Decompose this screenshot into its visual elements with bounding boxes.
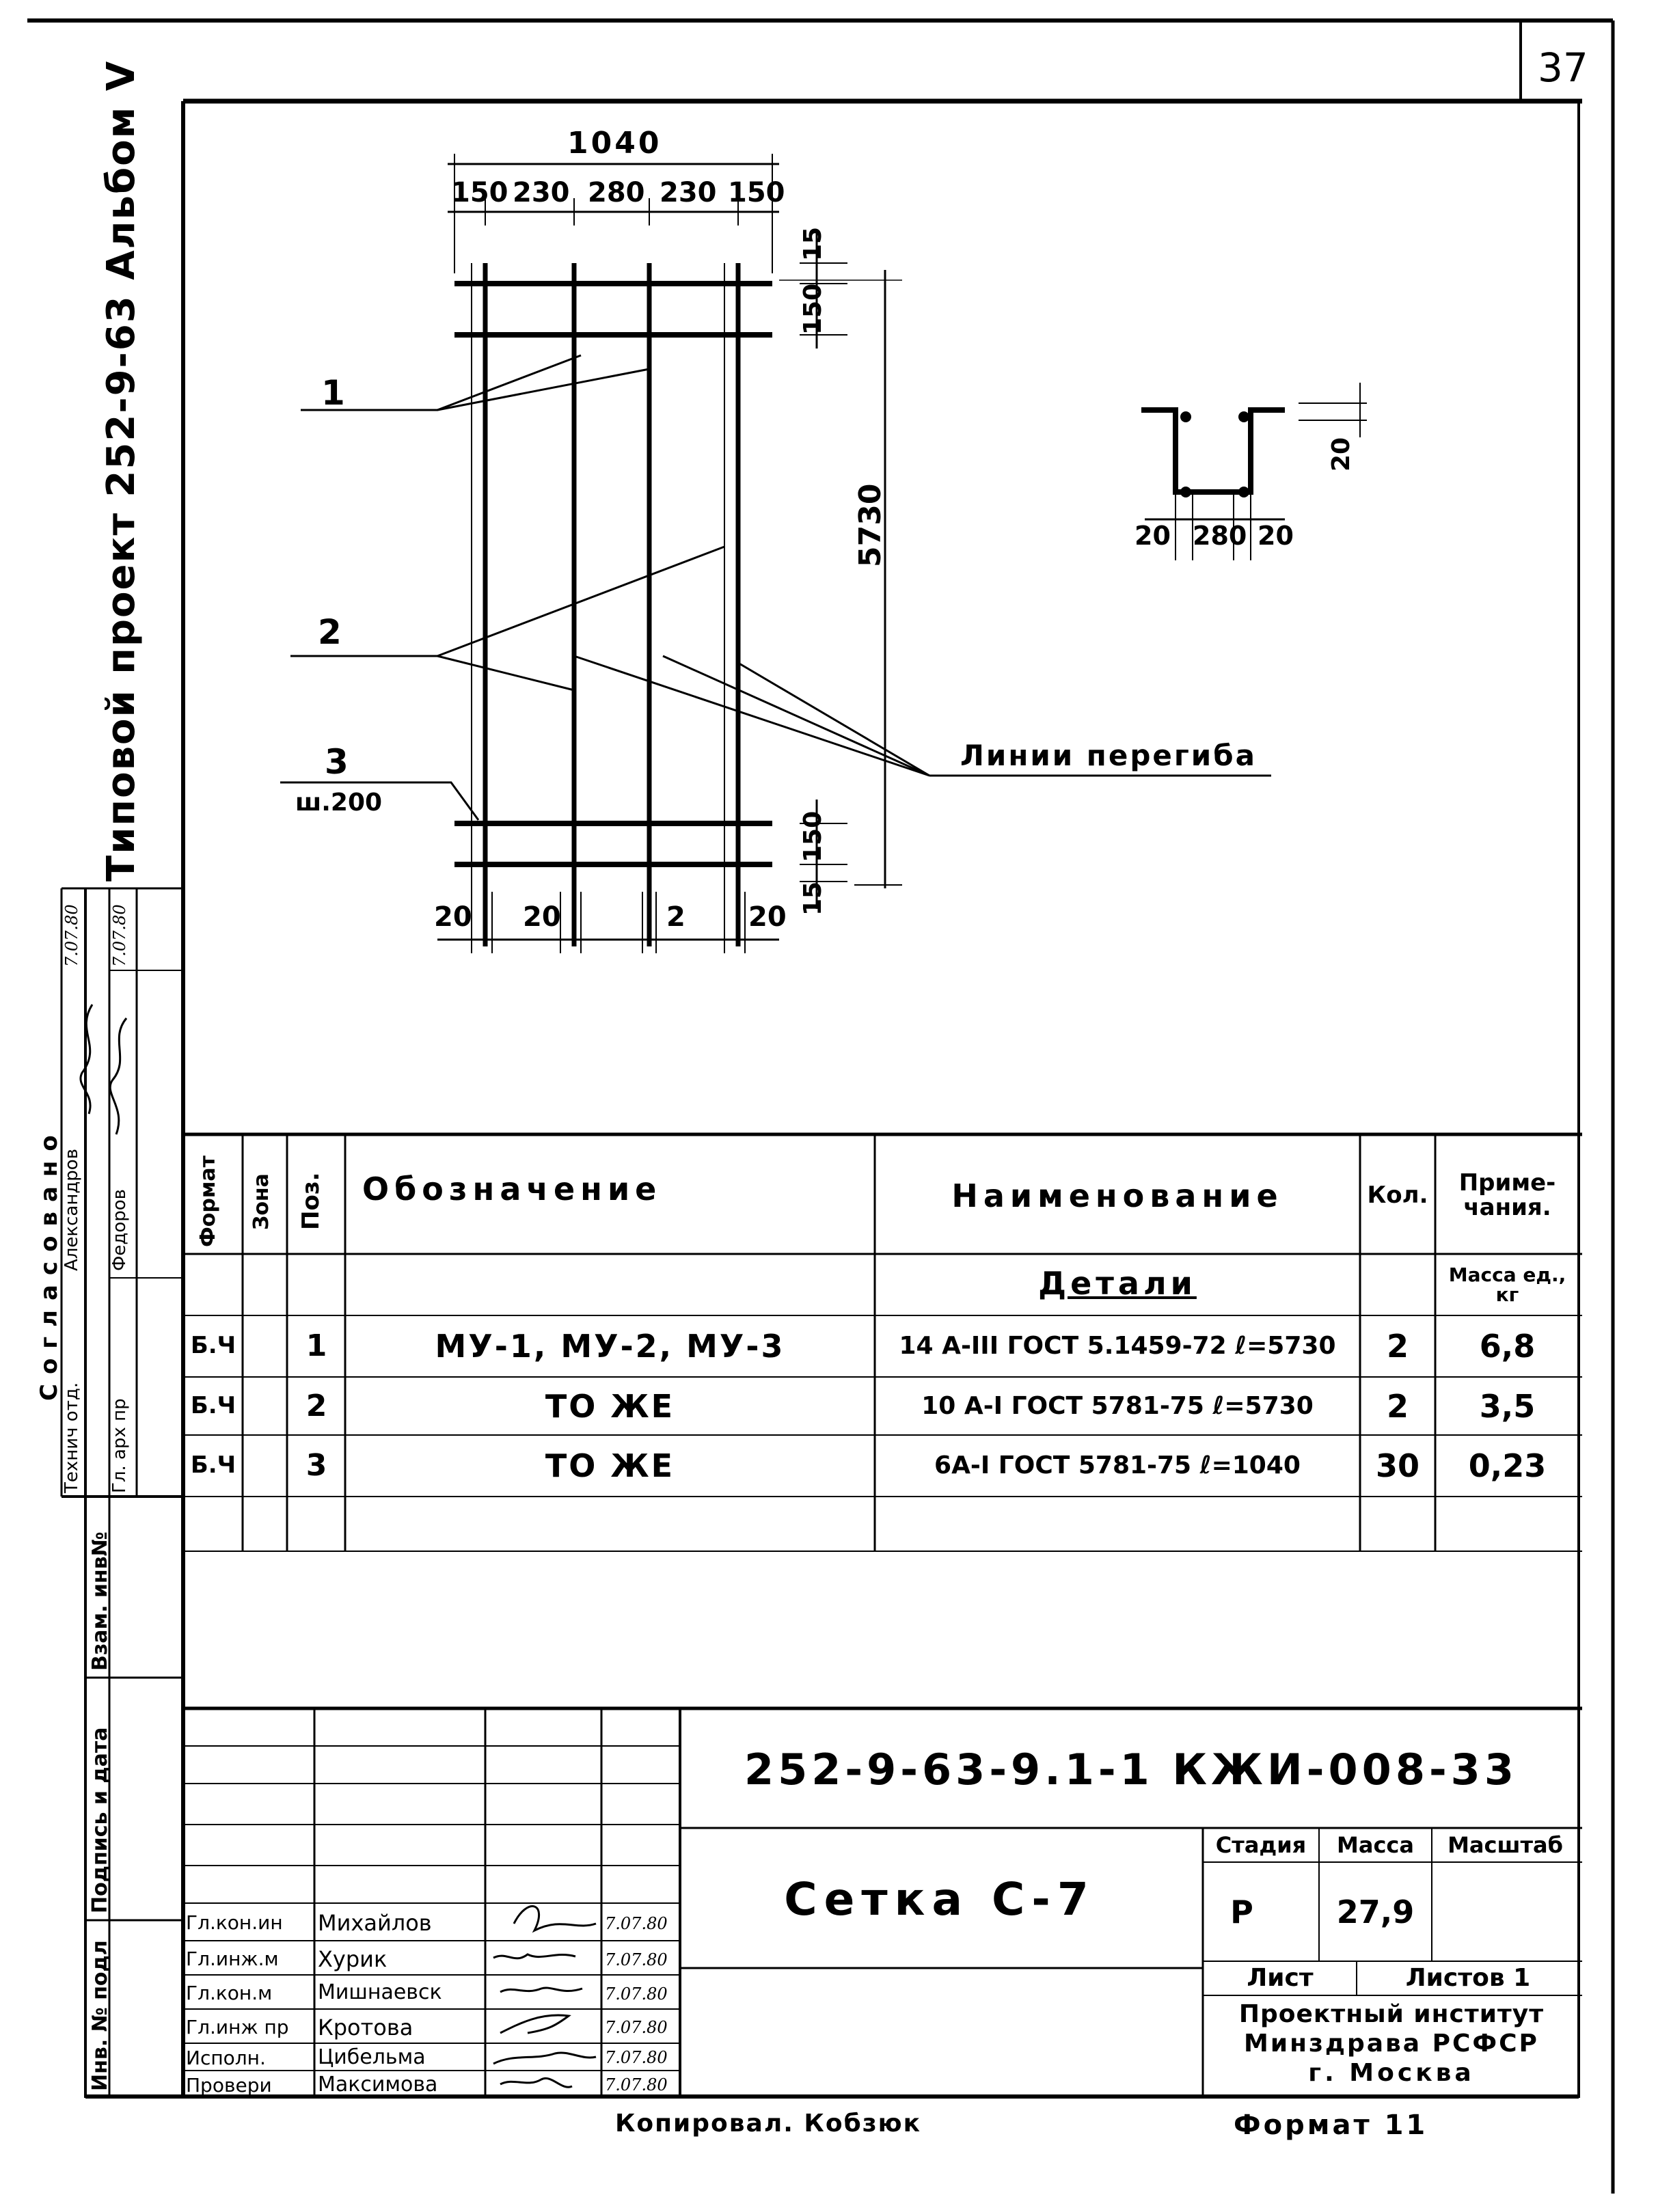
org-line: Проектный институт xyxy=(1238,1999,1545,2028)
scale-label: Масштаб xyxy=(1448,1831,1563,1858)
table-row-format: Б.Ч xyxy=(190,1392,236,1420)
staff-role: Гл.кон.м xyxy=(186,1982,273,2004)
note-subheader: Масса ед., кг xyxy=(1448,1263,1566,1306)
header-zone: Зона xyxy=(249,1173,273,1230)
staff-date: 7.07.80 xyxy=(605,2048,668,2067)
document-code: 252-9-63-9.1-1 КЖИ-008-33 xyxy=(744,1745,1518,1795)
approval-date: 7.07.80 xyxy=(62,904,81,967)
table-row-qty: 2 xyxy=(1386,1327,1409,1365)
dim-right: 15 xyxy=(799,226,827,261)
callout-2: 2 xyxy=(318,612,342,652)
dim-bottom: 2 xyxy=(666,901,685,933)
staff-date: 7.07.80 xyxy=(605,1950,668,1969)
dim-seg: 150 xyxy=(451,177,508,208)
table-row-qty: 2 xyxy=(1386,1387,1409,1425)
callout-1: 1 xyxy=(321,373,345,413)
table-row-designation: ТО ЖЕ xyxy=(545,1447,675,1484)
dim-bottom: 20 xyxy=(748,901,787,933)
table-row-designation: МУ-1, МУ-2, МУ-3 xyxy=(435,1327,785,1365)
staff-role: Гл.инж.м xyxy=(186,1948,279,1970)
copied-by: Копировал. Кобзюк xyxy=(615,2109,922,2138)
table-row-name: 10 А-I ГОСТ 5781-75 ℓ=5730 xyxy=(921,1392,1314,1421)
dim-right: 150 xyxy=(799,283,827,335)
callout-3-sub: ш.200 xyxy=(295,789,383,817)
mass-label: Масса xyxy=(1337,1831,1414,1858)
staff-name: Мишнаевск xyxy=(318,1980,442,2004)
table-row-designation: ТО ЖЕ xyxy=(545,1387,675,1425)
header-name: Наименование xyxy=(951,1177,1283,1214)
dim-seg: 280 xyxy=(588,177,645,208)
project-title: Типовой проект 252-9-63 Альбом V xyxy=(99,59,144,882)
table-row-name: 14 А-III ГОСТ 5.1459-72 ℓ=5730 xyxy=(899,1332,1336,1361)
staff-date: 7.07.80 xyxy=(605,1914,668,1933)
staff-name: Кротова xyxy=(318,2015,413,2040)
table-row-note: 3,5 xyxy=(1479,1387,1536,1425)
stamp-signature-date: Подпись и дата xyxy=(88,1727,112,1913)
drawing-title: Сетка С-7 xyxy=(784,1873,1096,1926)
org-line: г. Москва xyxy=(1308,2058,1475,2087)
stamp-substitute-inv: Взам. инв№ xyxy=(88,1531,112,1671)
header-note: Приме-чания. xyxy=(1458,1169,1556,1221)
stage-value: Р xyxy=(1230,1893,1253,1930)
table-row-format: Б.Ч xyxy=(190,1451,236,1479)
approval-name: Александров xyxy=(62,1148,82,1271)
profile-dim: 20 xyxy=(1258,521,1294,551)
profile-dim: 20 xyxy=(1327,437,1355,472)
table-row-format: Б.Ч xyxy=(190,1332,236,1360)
bend-lines-label: Линии перегиба xyxy=(960,739,1257,772)
dim-length: 5730 xyxy=(853,483,888,567)
dim-bottom: 20 xyxy=(523,901,561,933)
stamp-inv-original: Инв. № подл xyxy=(88,1940,112,2091)
sheet-number: 37 xyxy=(1538,44,1588,91)
profile-dim: 280 xyxy=(1193,521,1247,551)
staff-name: Михайлов xyxy=(318,1910,432,1936)
table-row-note: 0,23 xyxy=(1468,1447,1547,1484)
dim-right: 150 xyxy=(799,810,827,862)
header-qty: Кол. xyxy=(1367,1182,1428,1210)
approval-signatures xyxy=(62,977,137,1155)
profile-dim: 20 xyxy=(1135,521,1171,551)
dim-seg: 230 xyxy=(513,177,570,208)
table-row-pos: 1 xyxy=(305,1328,327,1363)
sheet-label: Лист xyxy=(1247,1964,1314,1993)
approval-name: Федоров xyxy=(109,1189,130,1271)
approval-position: Технич отд. xyxy=(62,1382,82,1493)
staff-name: Максимова xyxy=(318,2073,438,2097)
sheets-label: Листов 1 xyxy=(1405,1964,1531,1993)
table-row-qty: 30 xyxy=(1375,1447,1419,1484)
staff-date: 7.07.80 xyxy=(605,1984,668,2004)
approval-date: 7.07.80 xyxy=(110,904,129,967)
header-format: Формат xyxy=(196,1156,220,1247)
staff-role: Провери xyxy=(186,2074,272,2097)
dim-seg: 150 xyxy=(728,177,785,208)
dim-bottom: 20 xyxy=(434,901,472,933)
format-label: Формат 11 xyxy=(1234,2109,1428,2141)
mass-value: 27,9 xyxy=(1336,1893,1415,1930)
staff-role: Гл.кон.ин xyxy=(186,1911,283,1934)
callout-3: 3 xyxy=(325,742,349,782)
dim-seg: 230 xyxy=(660,177,717,208)
staff-role: Гл.инж пр xyxy=(186,2016,289,2038)
header-pos: Поз. xyxy=(297,1172,325,1230)
staff-name: Хурик xyxy=(318,1946,388,1972)
stage-label: Стадия xyxy=(1215,1831,1307,1858)
approval-title: Согласовано xyxy=(36,1125,63,1401)
staff-date: 7.07.80 xyxy=(605,2075,668,2094)
table-row-pos: 2 xyxy=(305,1388,327,1423)
dim-total: 1040 xyxy=(567,126,662,161)
dim-right: 15 xyxy=(799,881,827,916)
staff-role: Исполн. xyxy=(186,2047,266,2069)
header-designation: Обозначение xyxy=(362,1170,662,1207)
staff-date: 7.07.80 xyxy=(605,2018,668,2037)
staff-signatures xyxy=(487,1869,600,2094)
approval-position: Гл. арх пр xyxy=(109,1398,130,1493)
org-line: Минздрава РСФСР xyxy=(1244,2029,1539,2058)
staff-name: Цибельма xyxy=(318,2045,426,2069)
table-row-name: 6А-I ГОСТ 5781-75 ℓ=1040 xyxy=(934,1451,1301,1480)
table-row-note: 6,8 xyxy=(1479,1327,1536,1365)
table-row-pos: 3 xyxy=(305,1447,327,1483)
section-details: Детали xyxy=(1038,1264,1197,1302)
